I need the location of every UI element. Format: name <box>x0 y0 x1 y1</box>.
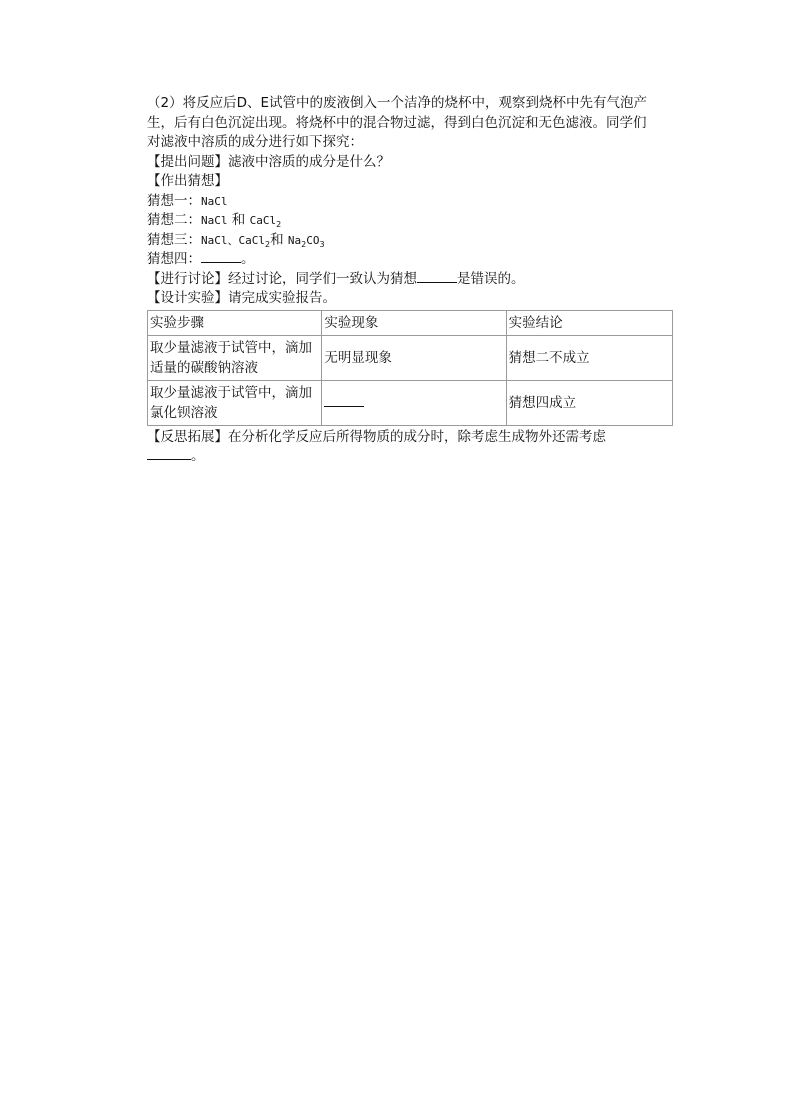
guess-1-content: NaCl <box>201 194 228 208</box>
guess-4 <box>147 250 673 270</box>
guess-3-subscript-c: 3 <box>319 239 325 249</box>
guess-3-formula-c: CO <box>306 233 320 247</box>
header-steps: 实验步骤 <box>148 310 322 335</box>
row-2-step: 取少量滤液于试管中，滴加氯化钡溶液 <box>148 380 322 425</box>
discussion-post: 是错误的。 <box>457 270 525 287</box>
reflection-paragraph <box>147 428 673 448</box>
discussion-paragraph <box>147 270 673 290</box>
reflection-suffix: 。 <box>191 448 205 464</box>
guess-3-formula-b: Na <box>287 233 302 247</box>
guess-3-and: 和 <box>270 231 284 248</box>
guess-3-subscript-a: 2 <box>264 239 271 249</box>
guess-2-formula-b: CaCl <box>249 214 277 227</box>
design-tag: 【设计实验】 <box>147 290 228 306</box>
row-2-phenomenon <box>322 380 506 425</box>
header-phenomenon: 实验现象 <box>322 310 506 335</box>
discussion-tag: 【进行讨论】 <box>147 270 228 287</box>
question-paragraph <box>147 153 673 173</box>
guess-2-label: 猜想二： <box>147 212 201 228</box>
guess-3-subscript-b: 2 <box>301 239 307 249</box>
table-row <box>148 380 673 425</box>
guess-3 <box>147 231 673 251</box>
design-paragraph <box>147 289 673 309</box>
table-row <box>148 335 673 380</box>
guess-2-subscript: 2 <box>276 220 282 229</box>
discussion-pre: 经过讨论，同学们一致认为猜想 <box>228 270 417 287</box>
row-2-phenomenon-blank[interactable] <box>324 396 364 407</box>
question-tag: 【提出问题】 <box>147 153 228 170</box>
reflection-blank[interactable] <box>147 447 191 460</box>
document-body <box>147 94 673 467</box>
reflection-answer-line <box>147 447 673 467</box>
guess-3-formula-a: NaCl、CaCl <box>201 233 265 247</box>
guess-2-and: 和 <box>231 212 246 228</box>
guess-2 <box>147 211 673 231</box>
table-header-row <box>148 310 673 335</box>
hypothesis-heading: 【作出猜想】 <box>147 173 228 189</box>
guess-1 <box>147 192 673 212</box>
question-text: 滤液中溶质的成分是什么？ <box>228 153 390 170</box>
guess-1-label: 猜想一： <box>147 192 201 209</box>
row-2-conclusion: 猜想四成立 <box>506 380 672 425</box>
discussion-blank[interactable] <box>417 270 457 283</box>
guess-3-label: 猜想三： <box>147 231 201 248</box>
experiment-report-table <box>147 310 673 426</box>
reflection-tag: 【反思拓展】 <box>147 428 228 445</box>
guess-4-suffix: 。 <box>241 251 255 267</box>
intro-line-3: 对滤液中溶质的成分进行如下探究： <box>147 134 363 150</box>
guess-4-blank[interactable] <box>201 250 241 263</box>
guess-2-formula-a: NaCl <box>201 214 228 227</box>
row-1-step: 取少量滤液于试管中，滴加适量的碳酸钠溶液 <box>148 335 322 380</box>
row-1-phenomenon: 无明显现象 <box>322 335 506 380</box>
header-conclusion: 实验结论 <box>506 310 672 335</box>
guess-4-label: 猜想四： <box>147 251 201 267</box>
row-1-conclusion: 猜想二不成立 <box>506 335 672 380</box>
reflection-text: 在分析化学反应后所得物质的成分时，除考虑生成物外还需考虑 <box>228 428 606 445</box>
design-text: 请完成实验报告。 <box>228 290 336 306</box>
intro-line-2: 生，后有白色沉淀出现。将烧杯中的混合物过滤，得到白色沉淀和无色滤液。同学们 <box>147 114 647 131</box>
intro-line-1: （2）将反应后D、E试管中的废液倒入一个洁净的烧杯中，观察到烧杯中先有气泡产 <box>147 95 648 111</box>
